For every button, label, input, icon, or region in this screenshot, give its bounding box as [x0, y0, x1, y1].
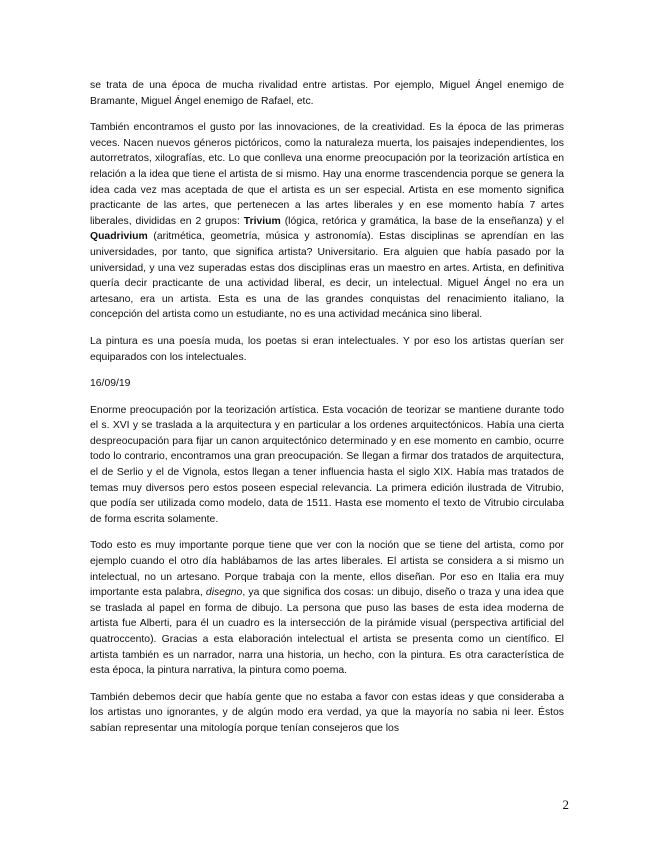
paragraph [90, 120, 564, 323]
text-run: También debemos decir que había gente que no estaba a favor con estas ideas y que consideraba a los artistas uno ignorantes, y de algún modo era verdad, ya que la mayoría no sabia ni leer. Éstos sabían representar una mitología porque tenían consejeros que los [90, 691, 564, 734]
text-run: , ya que significa dos cosas: un dibujo, diseño o traza y una idea que se traslada al papel en forma de dibujo. La persona que puso las bases de esta idea moderna de artista fue Alberti, para él un cuadro es la intersección de la pirámide visual (perspectiva artificial del quatroccento). Gracias a esta elaboración intelectual el artista se presenta como un científico. El artista también es un narrador, narra una historia, un hecho, con la pintura. Es otra característica de esta época, la pintura narrativa, la pintura como poema. [90, 587, 564, 677]
italic-term: disegno [205, 587, 243, 599]
paragraph [90, 690, 564, 737]
date-heading [90, 376, 564, 392]
bold-term: Trivium [243, 215, 281, 227]
paragraph [90, 538, 564, 678]
paragraph [90, 403, 564, 528]
text-run: (aritmética, geometría, música y astronomía). Estas disciplinas se aprendían en las universidades, por tanto, que significa artista? Universitario. Era alguien que había pasado por la universidad, y una vez superadas estas dos disciplinas eras un maestro en artes. Artista, en definitiva quería decir practicante de una actividad liberal, es decir, un intelectual. Miguel Ángel no era un artesano, era un artista. Esta es una de las grandes conquistas del renacimiento italiano, la concepción del artista como un estudiante, no es una actividad mecánica sino liberal. [90, 231, 564, 321]
text-run: Todo esto es muy importante porque tiene que ver con la noción que se tiene del artista, como por ejemplo cuando el otro día hablábamos de las artes liberales. El artista se considera a si mismo un intelectual, no un artesano. Porque trabaja con la mente, ellos diseñan. Por eso en Italia era muy importante esta palabra, [90, 540, 564, 599]
text-run: La pintura es una poesía muda, los poetas si eran intelectuales. Y por eso los artistas querían ser equiparados con los intelectuales. [90, 335, 564, 363]
page-number: 2 [562, 797, 569, 812]
bold-term: Quadrivium [90, 231, 148, 243]
paragraph [90, 334, 564, 365]
paragraph [90, 78, 564, 109]
document-body [90, 78, 564, 748]
text-run: se trata de una época de mucha rivalidad entre artistas. Por ejemplo, Miguel Ángel enemigo de Bramante, Miguel Ángel enemigo de Rafael, etc. [90, 80, 564, 107]
text-run: Enorme preocupación por la teorización artística. Esta vocación de teorizar se mantiene durante todo el s. XVI y se traslada a la arquitectura y en particular a los ordenes arquitectónicos. Había una cierta despreocupación para fijar un canon arquitectónico determinado y en ese momento en cambio, ocurre todo lo contrario, encontramos una gran preocupación. Se llegan a firmar dos tratados de arquitectura, el de Serlio y el de Vignola, estos llegan a tener influencia hasta el siglo XIX. Había mas tratados de temas muy diversos pero estos poseen especial relevancia. La primera edición ilustrada de Vitrubio, que podía ser utilizada como modelo, data de 1511. Hasta ese momento el texto de Vitrubio circulaba de forma escrita solamente. [90, 404, 564, 525]
text-run: 16/09/19 [90, 378, 131, 390]
text-run: (lógica, retórica y gramática, la base de la enseñanza) y el [280, 215, 564, 227]
text-run: También encontramos el gusto por las innovaciones, de la creatividad. Es la época de las primeras veces. Nacen nuevos géneros pictóricos, como la naturaleza muerta, los paisajes independientes, los autorretratos, xilografías, etc. Lo que conlleva una enorme preocupación por la teorización artística en relación a la idea que tiene el artista de si mismo. Hay una enorme trascendencia porque se genera la idea cada vez mas aceptada de que el artista es un ser especial. Artista en ese momento significa practicante de las artes, que pertenecen a las artes liberales y en ese momento había 7 artes liberales, divididas en 2 grupos: [90, 122, 564, 227]
